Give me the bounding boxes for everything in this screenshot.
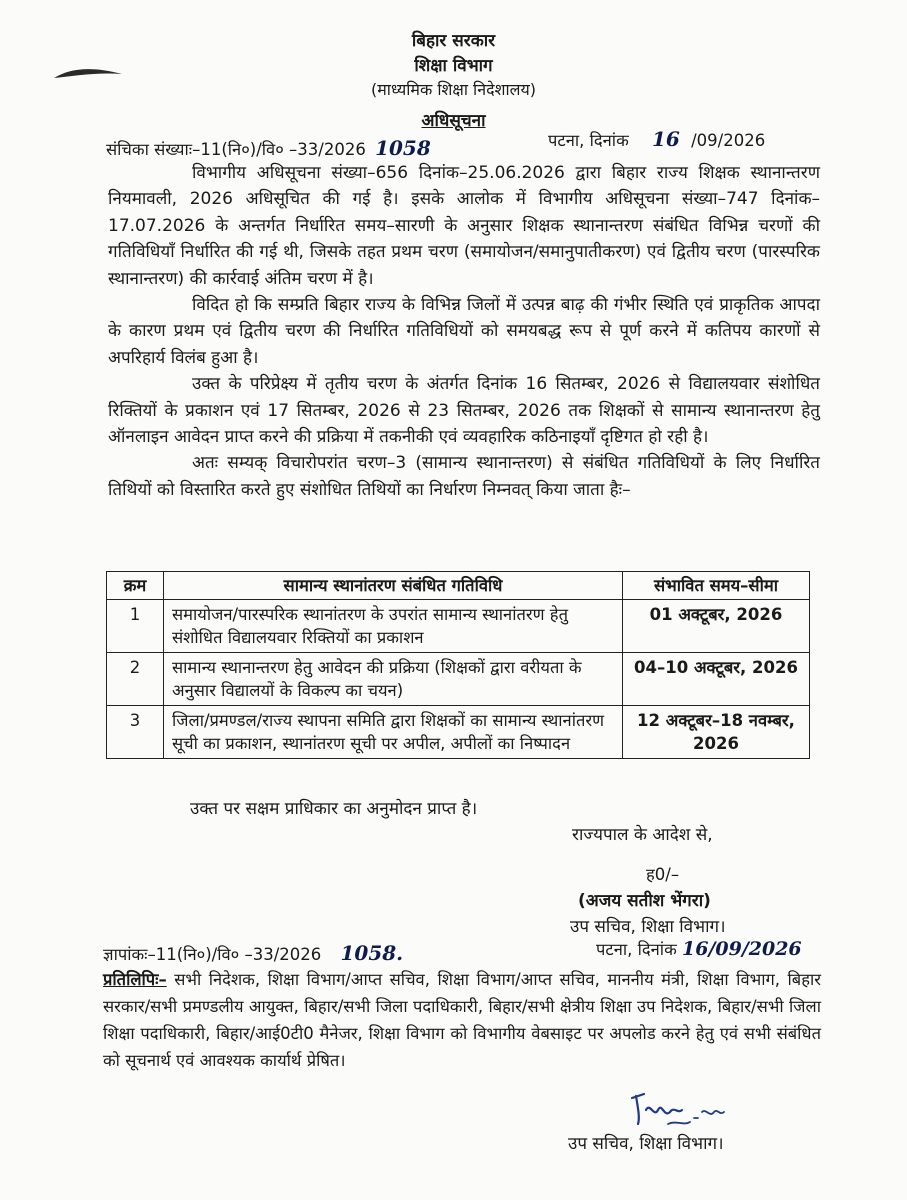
row-timeline: 01 अक्टूबर, 2026 [623, 600, 810, 653]
table-row [107, 706, 810, 759]
table-row [107, 653, 810, 706]
row-serial: 2 [107, 653, 164, 706]
date-month-year: /09/2026 [691, 131, 766, 150]
signed-mark: ह0/– [646, 865, 680, 884]
government-heading: बिहार सरकार [411, 31, 496, 51]
notification-title: अधिसूचना [421, 111, 486, 131]
copy-to-paragraph [103, 966, 821, 1074]
row-serial: 1 [107, 600, 164, 653]
header-serial: क्रम [107, 572, 164, 600]
pen-signature-icon [628, 1088, 748, 1134]
signatory-name: (अजय सतीश भेंगरा) [578, 891, 711, 911]
paragraph-2: विदित हो कि सम्प्रति बिहार राज्य के विभिन्न जिलों में उत्पन्न बाढ़ की गंभीर स्थिति एवं प्राकृतिक आपदा के कारण प्रथम एवं द्वितीय चरण की निर्धारित गतिविधियों को समयबद्ध रूप से पूर्ण करने में कतिपय कारणों से अपरिहार्य विलंब हुआ है। [108, 295, 820, 368]
header-activity: सामान्य स्थानांतरण संबंधित गतिविधि [164, 572, 623, 600]
row-serial: 3 [107, 706, 164, 759]
department-heading: शिक्षा विभाग [414, 56, 493, 76]
table-header-row [107, 572, 810, 600]
file-number-handwritten: 1058 [375, 136, 431, 160]
notification-body [108, 160, 820, 503]
memo-date [596, 937, 802, 960]
memo-number-handwritten: 1058. [340, 941, 404, 965]
file-number-label: संचिका संख्याः–11(नि०)/वि० –33/2026 [106, 140, 366, 159]
paragraph-4: अतः सम्यक् विचारोपरांत चरण–3 (सामान्य स्थानान्तरण) से संबंधित गतिविधियों के लिए निर्धारित तिथियों को विस्तारित करते हुए संशोधित तिथियों का निर्धारण निम्नवत् किया जाता हैः– [108, 453, 820, 500]
final-signatory-designation: उप सचिव, शिक्षा विभाग। [568, 1134, 724, 1154]
row-timeline: 04–10 अक्टूबर, 2026 [623, 653, 810, 706]
memo-number-label: ज्ञापांकः–11(नि०)/वि० –33/2026 [103, 945, 322, 964]
row-activity: सामान्य स्थानान्तरण हेतु आवेदन की प्रक्रिया (शिक्षकों द्वारा वरीयता के अनुसार विद्यालयों के विकल्प का चयन) [164, 653, 623, 706]
row-activity: जिला/प्रमण्डल/राज्य स्थापना समिति द्वारा शिक्षकों का सामान्य स्थानांतरण सूची का प्रकाशन, स्थानांतरण सूची पर अपील, अपीलों का निष्पादन [164, 706, 623, 759]
signatory-designation: उप सचिव, शिक्षा विभाग। [570, 917, 726, 937]
copy-to-recipients: सभी निदेशक, शिक्षा विभाग/आप्त सचिव, शिक्षा विभाग/आप्त सचिव, माननीय मंत्री, शिक्षा विभाग, बिहार सरकार/सभी प्रमण्डलीय आयुक्त, बिहार/सभी जिला पदाधिकारी, बिहार/सभी क्षेत्रीय शिक्षा उप निदेशक, बिहार/सभी जिला शिक्षा पदाधिकारी, बिहार/आई0टी0 मैनेजर, शिक्षा विभाग को विभागीय वेबसाइट पर अपलोड करने हेतु एवं सभी संबंधित को सूचनार्थ एवं आवश्यक कार्यार्थ प्रेषित। [103, 970, 821, 1070]
directorate-heading: (माध्यमिक शिक्षा निदेशालय) [371, 80, 536, 99]
memo-number [103, 941, 403, 965]
notification-date [548, 127, 765, 151]
memo-date-handwritten: 16/09/2026 [682, 938, 802, 960]
header-timeline: संभावित समय–सीमा [623, 572, 810, 600]
paragraph-3: उक्त के परिप्रेक्ष्य में तृतीय चरण के अंतर्गत दिनांक 16 सितम्बर, 2026 से विद्यालयवार संशोधित रिक्तियों के प्रकाशन एवं 17 सितम्बर, 2026 से 23 सितम्बर, 2026 तक शिक्षकों से सामान्य स्थानान्तरण हेतु ऑनलाइन आवेदन प्राप्त करने की प्रक्रिया में तकनीकी एवं व्यवहारिक कठिनाइयाँ दृष्टिगत हो रही है। [108, 374, 820, 448]
memo-date-label: पटना, दिनांक [596, 940, 677, 959]
copy-to-label: प्रतिलिपिः– [103, 970, 167, 989]
by-order-line: राज्यपाल के आदेश से, [572, 825, 713, 845]
row-activity: समायोजन/पारस्परिक स्थानांतरण के उपरांत सामान्य स्थानांतरण हेतु संशोधित विद्यालयवार रिक्तियों का प्रकाशन [164, 600, 623, 653]
date-day-handwritten: 16 [652, 127, 680, 151]
schedule-table [106, 571, 810, 759]
row-timeline: 12 अक्टूबर–18 नवम्बर, 2026 [623, 706, 810, 759]
paragraph-1: विभागीय अधिसूचना संख्या–656 दिनांक–25.06.2026 द्वारा बिहार राज्य शिक्षक स्थानान्तरण नियमावली, 2026 अधिसूचित की गई है। इसके आलोक में विभागीय अधिसूचना संख्या–747 दिनांक–17.07.2026 के अन्तर्गत निर्धारित समय–सारणी के अनुसार शिक्षक स्थानान्तरण संबंधित विभिन्न चरणों की गतिविधियाँ निर्धारित की गई थी, जिसके तहत प्रथम चरण (समायोजन/समानुपातीकरण) एवं द्वितीय चरण (पारस्परिक स्थानान्तरण) की कार्रवाई अंतिम चरण में है। [108, 163, 820, 289]
table-row [107, 600, 810, 653]
date-label: पटना, दिनांक [548, 131, 629, 150]
approval-statement: उक्त पर सक्षम प्राधिकार का अनुमोदन प्राप्त है। [190, 799, 478, 819]
file-number [106, 136, 431, 160]
